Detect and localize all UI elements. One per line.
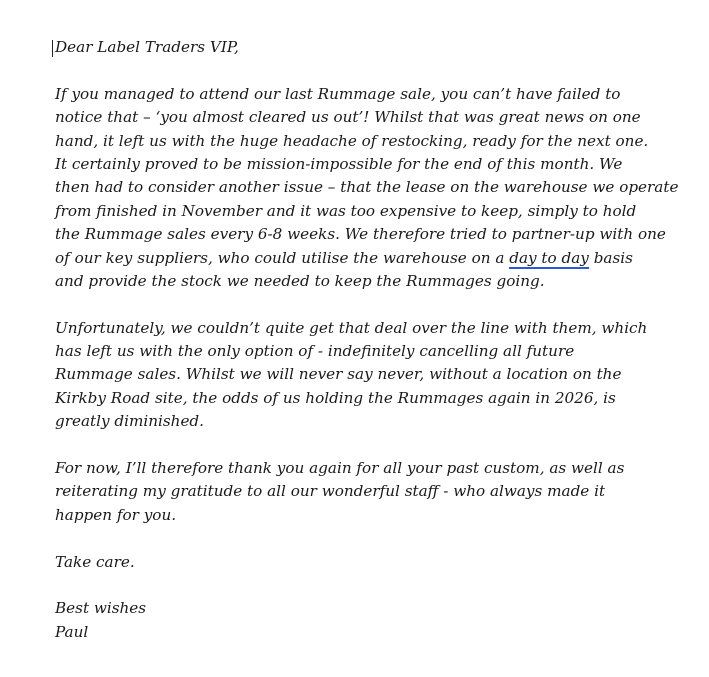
- blank-line: [55, 293, 695, 316]
- take-care-line: Take care.: [55, 552, 135, 571]
- text-cursor: [52, 40, 53, 57]
- paragraph-line: For now, I’ll therefore thank you again for all your past custom, as well as: [55, 459, 625, 478]
- paragraph-line: reiterating my gratitude to all our wonderful staff - who always made it: [55, 482, 606, 501]
- paragraph-line: the Rummage sales every 6-8 weeks. We therefore tried to partner-up with one: [55, 225, 666, 244]
- grammar-underlined-phrase[interactable]: day to day: [509, 248, 589, 267]
- paragraph-line: Rummage sales. Whilst we will never say never, without a location on the: [55, 365, 622, 384]
- line-text-after: basis: [588, 248, 633, 267]
- paragraph-line: It certainly proved to be mission-impossible for the end of this month. We: [55, 154, 623, 173]
- paragraph-2: [55, 317, 695, 434]
- paragraph-line: greatly diminished.: [55, 412, 204, 431]
- blank-line: [55, 59, 695, 82]
- paragraph-line: then had to consider another issue – that the lease on the warehouse we operate: [55, 178, 679, 197]
- paragraph-line: hand, it left us with the huge headache of restocking, ready for the next one.: [55, 131, 649, 150]
- signature-name: Paul: [55, 622, 89, 641]
- paragraph-line: Kirkby Road site, the odds of us holding the Rummages again in 2026, is: [55, 388, 616, 407]
- blank-line: [55, 527, 695, 550]
- paragraph-line: has left us with the only option of - indefinitely cancelling all future: [55, 342, 575, 361]
- paragraph-1: [55, 83, 695, 294]
- paragraph-line: and provide the stock we needed to keep the Rummages going.: [55, 271, 545, 290]
- paragraph-line: from finished in November and it was too expensive to keep, simply to hold: [55, 201, 637, 220]
- blank-line: [55, 434, 695, 457]
- letter-body[interactable]: [55, 36, 695, 644]
- paragraph-line: notice that – ‘you almost cleared us out’! Whilst that was great news on one: [55, 108, 641, 127]
- greeting: Dear Label Traders VIP,: [55, 38, 239, 56]
- blank-line: [55, 574, 695, 597]
- paragraph-line: happen for you.: [55, 505, 177, 524]
- paragraph-line: If you managed to attend our last Rummage sale, you can’t have failed to: [55, 84, 621, 103]
- paragraph-3: [55, 457, 695, 527]
- sign-off: Best wishes: [55, 599, 147, 618]
- line-text-before: of our key suppliers, who could utilise the warehouse on a: [55, 248, 510, 267]
- paragraph-line: Unfortunately, we couldn’t quite get that deal over the line with them, which: [55, 318, 648, 337]
- paragraph-line: [55, 247, 695, 270]
